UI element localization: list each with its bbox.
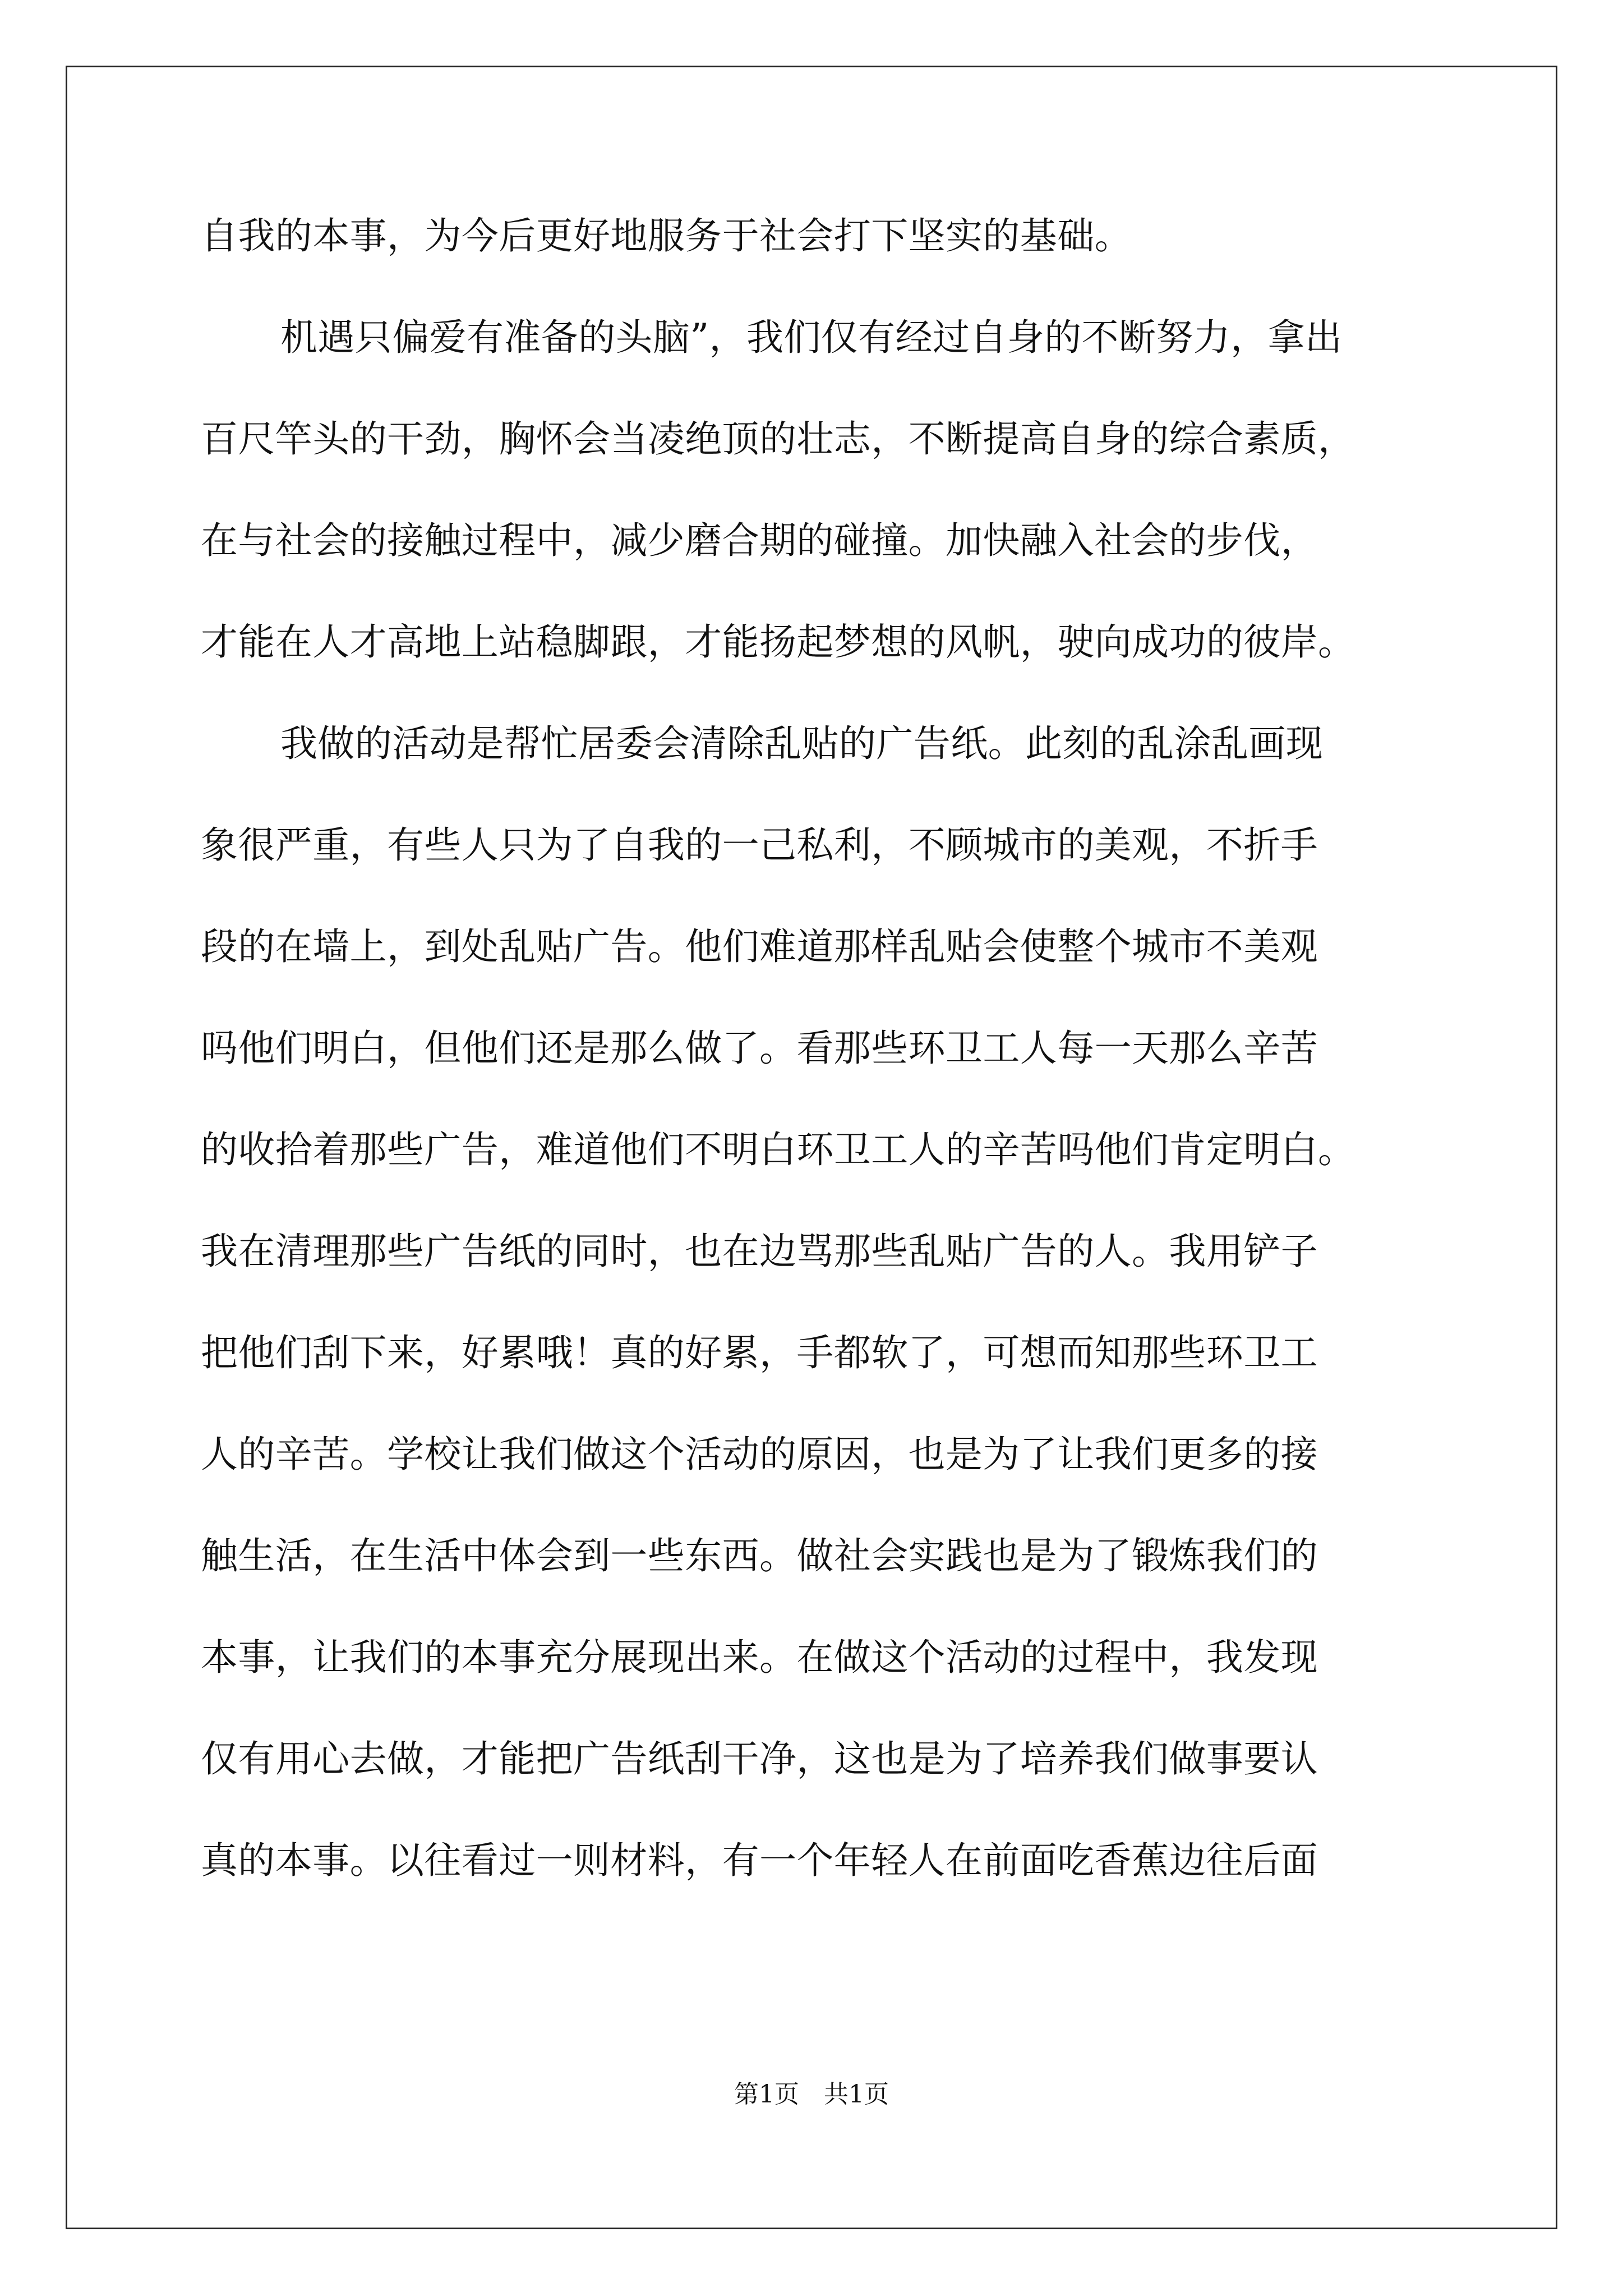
text-line: 本事，让我们的本事充分展现出来。在做这个活动的过程中，我发现 — [201, 1636, 1318, 1679]
text-line: 自我的本事，为今后更好地服务于社会打下坚实的基础。 — [201, 214, 1132, 257]
text-line: 真的本事。以往看过一则材料，有一个年轻人在前面吃香蕉边往后面 — [201, 1839, 1318, 1882]
text-line: 在与社会的接触过程中，减少磨合期的碰撞。加快融入社会的步伐， — [201, 519, 1318, 562]
text-line: 吗他们明白，但他们还是那么做了。看那些环卫工人每一天那么辛苦 — [201, 1027, 1318, 1070]
text-line: 触生活，在生活中体会到一些东西。做社会实践也是为了锻炼我们的 — [201, 1534, 1318, 1577]
text-line: 百尺竿头的干劲，胸怀会当凌绝顶的壮志，不断提高自身的综合素质， — [201, 417, 1355, 461]
text-line: 的收拾着那些广告，难道他们不明白环卫工人的辛苦吗他们肯定明白。 — [201, 1128, 1355, 1171]
text-line: 象很严重，有些人只为了自我的一己私利，不顾城市的美观，不折手 — [201, 823, 1318, 867]
document-body — [201, 214, 1428, 1944]
text-line: 才能在人才高地上站稳脚跟，才能扬起梦想的风帆，驶向成功的彼岸。 — [201, 620, 1355, 664]
text-line-paragraph-start: 机遇只偏爱有准备的头脑”，我们仅有经过自身的不断努力，拿出 — [280, 316, 1343, 359]
text-line: 段的在墙上，到处乱贴广告。他们难道那样乱贴会使整个城市不美观 — [201, 925, 1318, 968]
text-line: 我在清理那些广告纸的同时，也在边骂那些乱贴广告的人。我用铲子 — [201, 1230, 1318, 1273]
text-line: 人的辛苦。学校让我们做这个活动的原因，也是为了让我们更多的接 — [201, 1433, 1318, 1476]
page-number-footer: 第1页 共1页 — [734, 2080, 889, 2109]
text-line: 仅有用心去做，才能把广告纸刮干净，这也是为了培养我们做事要认 — [201, 1737, 1318, 1780]
text-line-paragraph-start: 我做的活动是帮忙居委会清除乱贴的广告纸。此刻的乱涂乱画现 — [280, 722, 1324, 765]
text-line: 把他们刮下来，好累哦！真的好累，手都软了，可想而知那些环卫工 — [201, 1331, 1318, 1374]
